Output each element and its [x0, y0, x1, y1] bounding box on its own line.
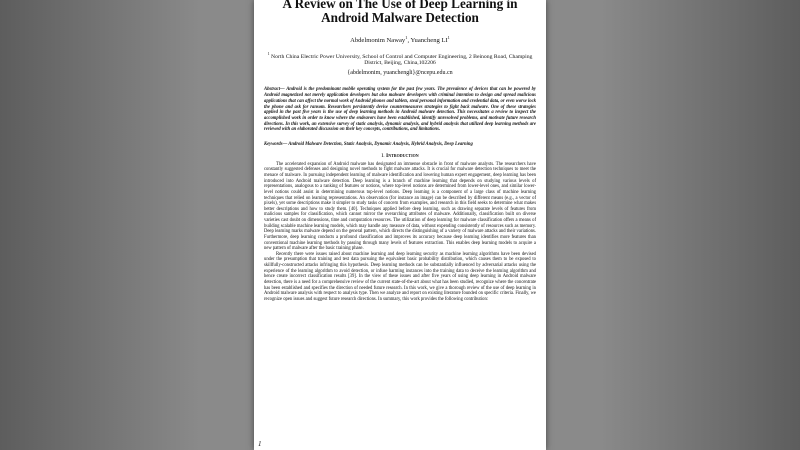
author-1: Abdelmonim Naway	[350, 37, 406, 45]
page-number: 1	[258, 440, 262, 448]
paper-title: A Review on The Use of Deep Learning in Android Malware Detection	[282, 0, 518, 26]
affiliation-text: North China Electric Power University, School of Control and Computer Engineering, 2 Beinong Road, Champing District, Beijing, China,102206	[271, 53, 533, 67]
section-number: I.	[381, 152, 385, 159]
author-2-affiliation-mark: 1	[447, 35, 450, 41]
abstract-label: Abstract—	[264, 87, 285, 93]
author-2: , Yuancheng LI	[407, 37, 448, 45]
section-heading	[264, 153, 536, 160]
keywords-text: Android Malware Detection, Static Analysis, Dynamic Analysis, Hybrid Analysis, Deep Learning	[288, 142, 473, 148]
abstract-text: Android is the predominant mobile operating system for the past few years. The prevalence of devices that can be powered by Android magnetized not merely application developers but also malware developers with criminal intention to design and spread malicious applications that can affect the normal work of Android phones and tablets, steal personal information and credential data, or even worse lock the phone and ask for ransom. Researchers persistently devise countermeasures strategies to fight back malware. One of these strategies applied in the past five years is the use of deep learning methods in Android malware detection. This necessitates a review to inspect the accomplished work in order to know where the endeavors have been established, identify unresolved problems, and motivate future research directions. In this work, an extensive survey of static analysis, dynamic analysis, and hybrid analysis that utilized deep learning methods are reviewed with an elaborated discussion on their key concepts, contributions, and limitations.	[264, 87, 536, 133]
abstract	[264, 87, 536, 133]
pdf-page[interactable]	[254, 0, 546, 450]
body-paragraph-2: Recently there were issues raised about machine learning and deep learning security as machine learning algorithms have been devised under the presumption that training and test data pursuing the equivalent basic probability distribution, which causes them to be exposed to skillfully-constructed attacks infringing this hypothesis. Deep learning methods can be substantially influenced by adversarial attacks using the experience of the learning algorithm to avoid detection, or infuse harming instances into the training data to deceive the learning algorithm and hence create incorrect classification results [39]. In the view of these issues and after five years of using deep learning in Android malware detection, there is a need for a comprehensive review of the current state-of-the-art about what has been studied, recognize where the concentrate has been established and specifies the direction of needed future research. In this work, we give a thorough review of the use of deep learning in Android malware analysis with respect to analysis type. Then we analyze and report on existing literature founded on specific criteria. Finally, we recognize open issues and suggest future research directions. In summary, this work provides the following contribution:	[264, 251, 536, 302]
keywords	[264, 142, 536, 148]
section-title: Introduction	[386, 152, 419, 159]
author-1-affiliation-mark: 1	[405, 35, 408, 41]
affiliation	[264, 50, 536, 68]
author-line	[264, 35, 536, 44]
keywords-label: Keywords—	[264, 142, 288, 148]
affiliation-mark: 1	[267, 50, 270, 56]
author-emails: {abdelmonim, yuanchengli}@ncepu.edu.cn	[347, 70, 453, 77]
body-paragraph-1: The accelerated expansion of Android malware has designated an immense obstacle in front of malware analysts. The researchers have constantly suggested defenses and designing novel methods to fight malware attacks. It is crucial for malware detection techniques to meet the menace of malware. In pursuing independent learning of malware identification and lowering human expert engagement, deep learning has been introduced into Android malware detection. Deep learning is a branch of machine learning that depends on studying various levels of representations, analogous to a ranking of features or notions, where top-level notions are determined from lower-level ones, and similar lower- level notions could assist in determining numerous top-level notions. Deep learning is a component of a large class of machine learning techniques that relied on learning representations. An observation (for instance an image) can be described by different means (e.g., a vector of pixels), yet some descriptions make it simpler to study tasks of concern from examples, and research in this field seeks to determine what makes better descriptions and how to study them. [40]. Techniques applied before deep learning, such as drawing separate levels of features from malicious samples for classification, which cannot mirror the overarching attributes of malware. Additionally, classification built on diverse varieties cast doubt on dimensions, time and computation resources. The utilization of deep learning for malware classification offers a means of building scalable machine learning models, which may handle any measure of data, without expending consistently of resources such as memory. Deep learning marks malware depend on the general pattern, which directs the distinguishing of a variety of malware attacks and their variations. Furthermore, deep learning conducts a profound classification and improves its accuracy because deep learning identifies more features than conventional machine learning methods by passing through many levels of features extraction. This enables deep learning models to acquire a new pattern of malware after the basic training phase.	[264, 161, 536, 252]
